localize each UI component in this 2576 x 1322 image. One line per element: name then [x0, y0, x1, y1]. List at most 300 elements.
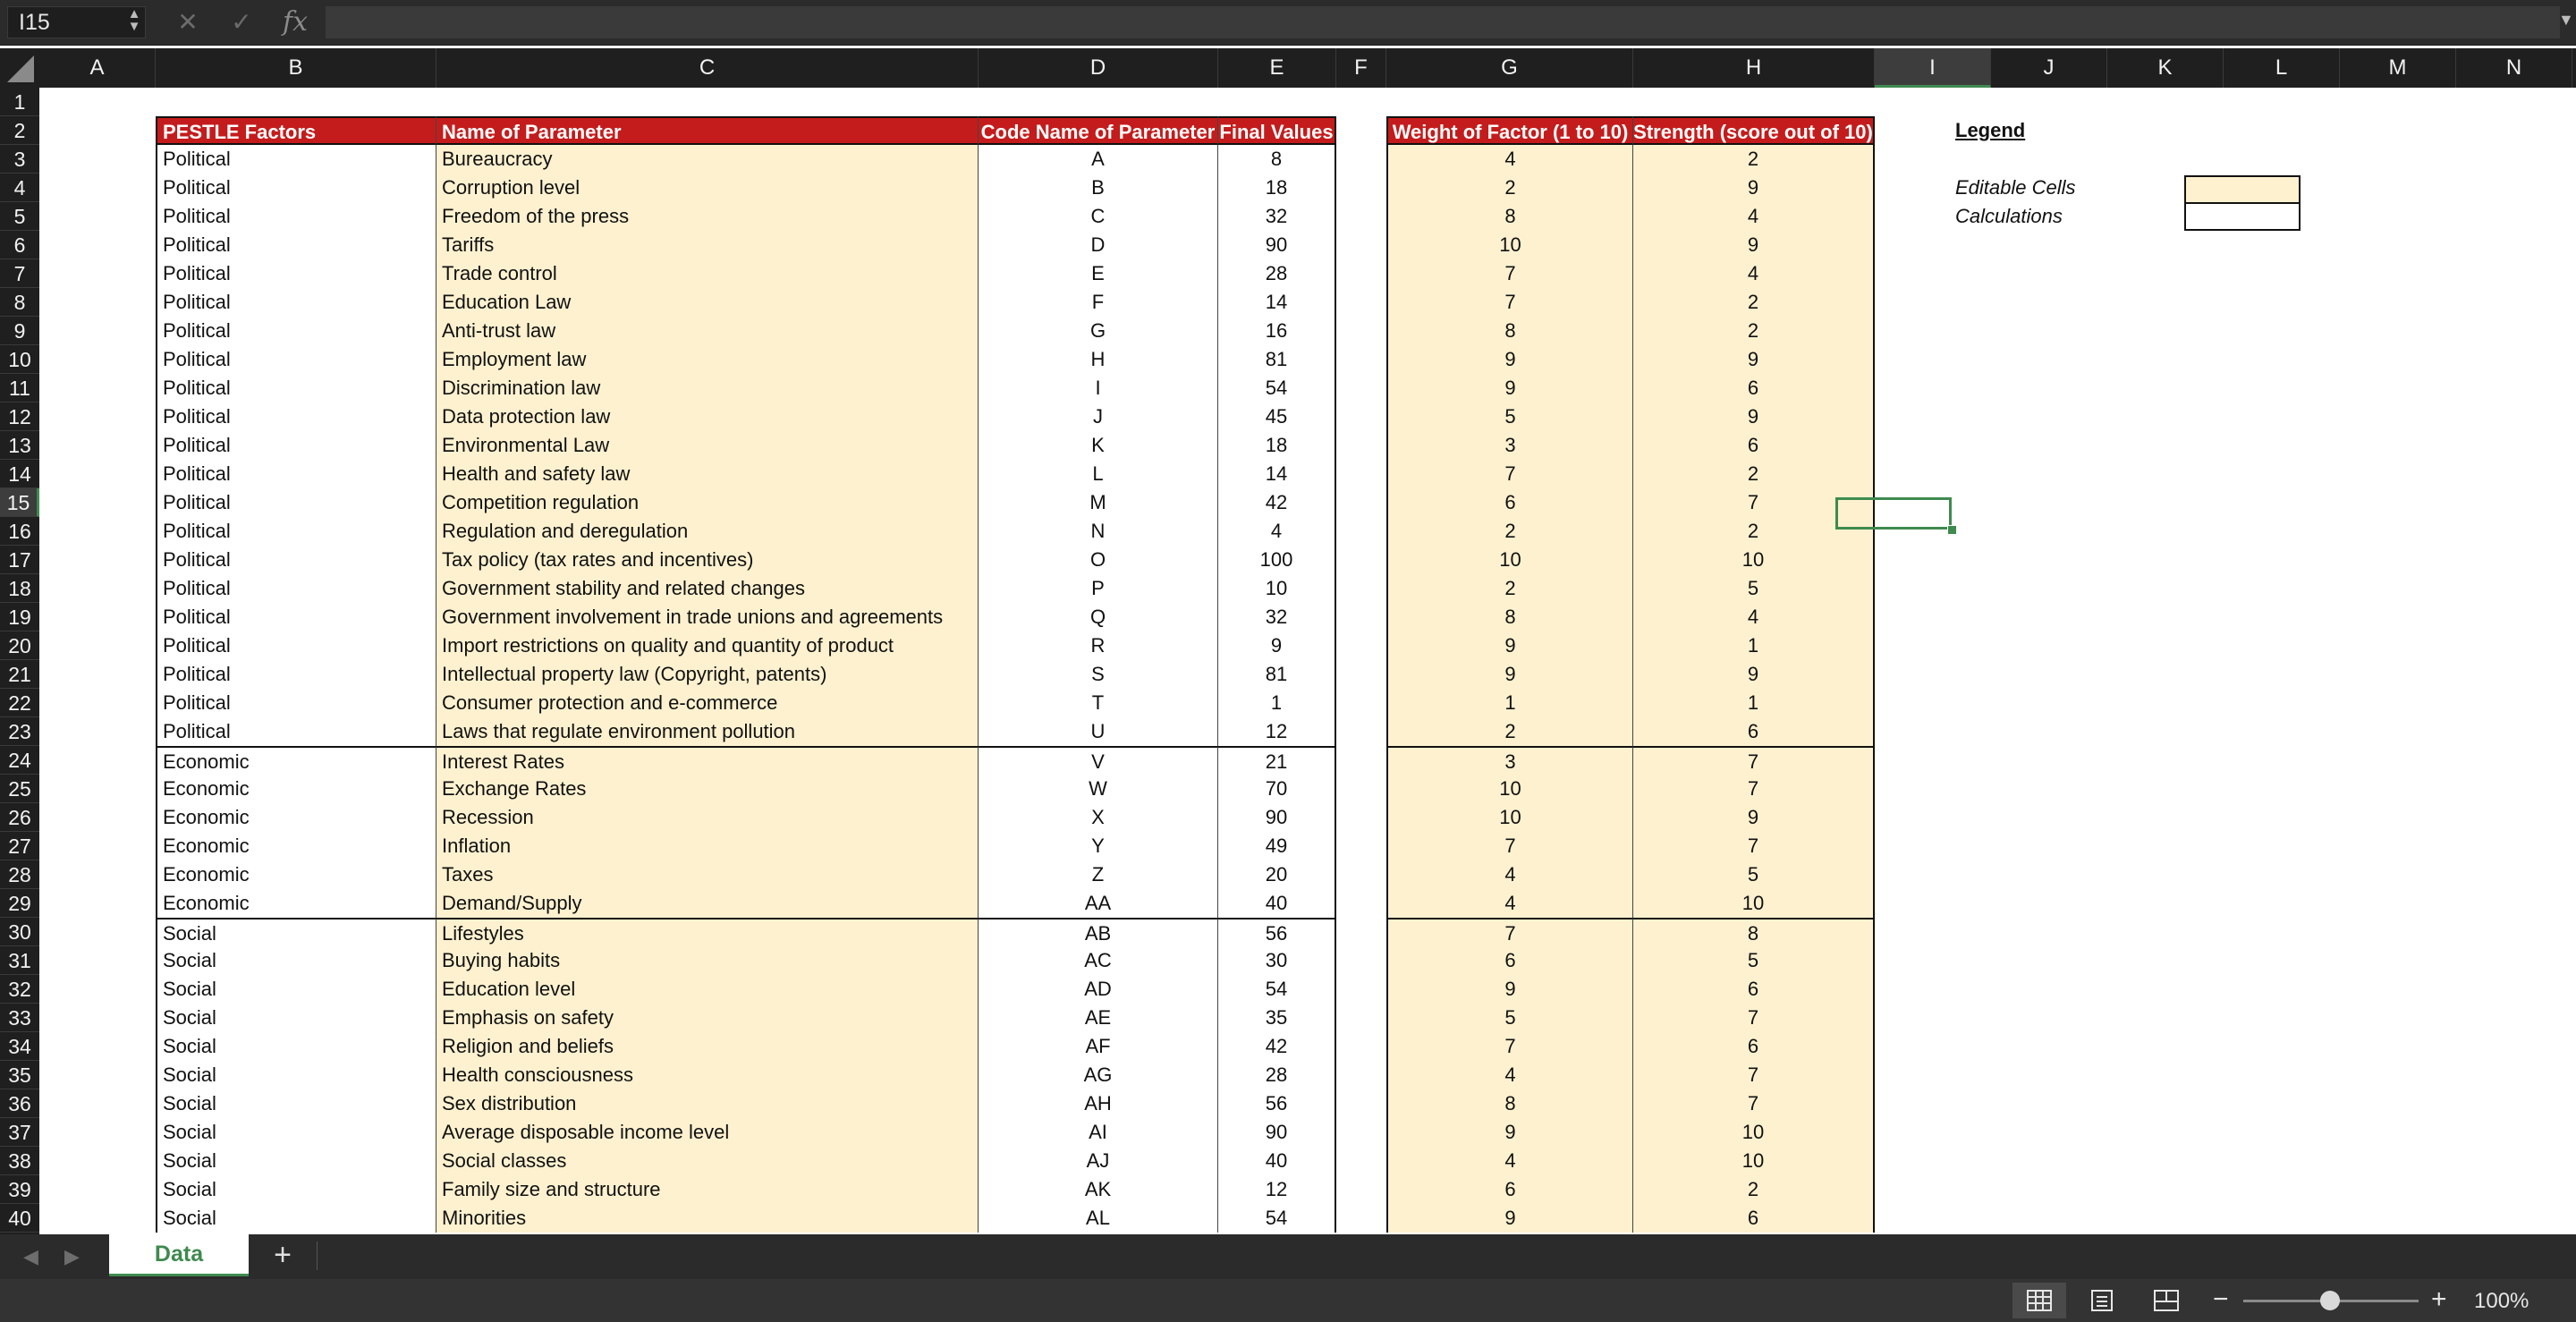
- table-cell[interactable]: Environmental Law: [436, 431, 979, 460]
- legend-swatch-calculations[interactable]: [2184, 202, 2301, 231]
- table-cell[interactable]: 2: [1633, 517, 1875, 546]
- table-cell[interactable]: Social: [156, 1147, 436, 1175]
- normal-view-button[interactable]: [2012, 1283, 2066, 1318]
- table-cell[interactable]: Anti-trust law: [436, 317, 979, 345]
- table-cell[interactable]: 9: [1633, 803, 1875, 832]
- table-cell[interactable]: Political: [156, 231, 436, 259]
- table-cell[interactable]: Bureaucracy: [436, 145, 979, 174]
- table-cell[interactable]: 9: [1386, 374, 1633, 403]
- table-cell[interactable]: Lifestyles: [436, 918, 979, 946]
- table-cell[interactable]: 40: [1218, 889, 1336, 918]
- table-cell[interactable]: 8: [1633, 918, 1875, 946]
- table-cell[interactable]: 9: [1633, 174, 1875, 202]
- table-cell[interactable]: Q: [979, 603, 1218, 631]
- table-cell[interactable]: 6: [1386, 488, 1633, 517]
- table-cell[interactable]: R: [979, 631, 1218, 660]
- scroll-right-icon[interactable]: ▶: [64, 1245, 80, 1267]
- legend-label-calculations[interactable]: Calculations: [1955, 205, 2063, 227]
- table-cell[interactable]: Economic: [156, 832, 436, 860]
- table-cell[interactable]: 28: [1218, 259, 1336, 288]
- table-cell[interactable]: 10: [1633, 1147, 1875, 1175]
- select-all-corner[interactable]: [0, 48, 39, 88]
- table-cell[interactable]: 10: [1633, 889, 1875, 918]
- table-cell[interactable]: 4: [1386, 145, 1633, 174]
- table-cell[interactable]: 7: [1386, 259, 1633, 288]
- table-cell[interactable]: 7: [1386, 1032, 1633, 1061]
- column-header-f[interactable]: F: [1336, 48, 1386, 88]
- table-cell[interactable]: 9: [1386, 345, 1633, 374]
- table-cell[interactable]: Political: [156, 317, 436, 345]
- zoom-out-button[interactable]: −: [2213, 1284, 2229, 1314]
- table-cell[interactable]: 1: [1218, 689, 1336, 717]
- table-cell[interactable]: Social: [156, 1061, 436, 1089]
- row-header-18[interactable]: 18: [0, 574, 39, 603]
- zoom-level[interactable]: 100%: [2474, 1289, 2529, 1313]
- table-cell[interactable]: A: [979, 145, 1218, 174]
- table-cell[interactable]: 6: [1633, 717, 1875, 746]
- table-cell[interactable]: Import restrictions on quality and quantity of product: [436, 631, 979, 660]
- table-cell[interactable]: 8: [1218, 145, 1336, 174]
- table-cell[interactable]: 10: [1386, 546, 1633, 574]
- table-cell[interactable]: Competition regulation: [436, 488, 979, 517]
- table-cell[interactable]: I: [979, 374, 1218, 403]
- table-cell[interactable]: Tariffs: [436, 231, 979, 259]
- table-cell[interactable]: Political: [156, 574, 436, 603]
- table-cell[interactable]: K: [979, 431, 1218, 460]
- table-cell[interactable]: 6: [1633, 975, 1875, 1004]
- row-header-39[interactable]: 39: [0, 1175, 39, 1204]
- table-cell[interactable]: Political: [156, 660, 436, 689]
- table-cell[interactable]: AF: [979, 1032, 1218, 1061]
- sheet-tab-data[interactable]: Data: [109, 1234, 249, 1276]
- table-cell[interactable]: S: [979, 660, 1218, 689]
- table-cell[interactable]: Health consciousness: [436, 1061, 979, 1089]
- table-cell[interactable]: Average disposable income level: [436, 1118, 979, 1147]
- table-cell[interactable]: 9: [1218, 631, 1336, 660]
- table-cell[interactable]: Social: [156, 1175, 436, 1204]
- fill-handle[interactable]: [1947, 525, 1957, 535]
- table-cell[interactable]: 18: [1218, 174, 1336, 202]
- row-header-35[interactable]: 35: [0, 1061, 39, 1089]
- table-cell[interactable]: AJ: [979, 1147, 1218, 1175]
- table-cell[interactable]: N: [979, 517, 1218, 546]
- table-cell[interactable]: Political: [156, 374, 436, 403]
- table-cell[interactable]: 10: [1218, 574, 1336, 603]
- table-cell[interactable]: Political: [156, 488, 436, 517]
- scroll-left-icon[interactable]: ◀: [23, 1245, 38, 1267]
- row-header-11[interactable]: 11: [0, 374, 39, 403]
- table-cell[interactable]: 6: [1386, 1175, 1633, 1204]
- chevron-down-icon[interactable]: ▼: [2558, 11, 2574, 29]
- table-cell[interactable]: 10: [1386, 231, 1633, 259]
- table-cell[interactable]: 16: [1218, 317, 1336, 345]
- table-cell[interactable]: Education Law: [436, 288, 979, 317]
- column-header-k[interactable]: K: [2107, 48, 2224, 88]
- table-cell[interactable]: Data protection law: [436, 403, 979, 431]
- table-cell[interactable]: 4: [1633, 259, 1875, 288]
- row-header-21[interactable]: 21: [0, 660, 39, 689]
- table-cell[interactable]: 90: [1218, 1118, 1336, 1147]
- table-cell[interactable]: G: [979, 317, 1218, 345]
- table-cell[interactable]: 5: [1633, 946, 1875, 975]
- row-header-2[interactable]: 2: [0, 116, 39, 145]
- row-header-28[interactable]: 28: [0, 860, 39, 889]
- table-cell[interactable]: AL: [979, 1204, 1218, 1233]
- table-cell[interactable]: 54: [1218, 1204, 1336, 1233]
- table-cell[interactable]: H: [979, 345, 1218, 374]
- table-cell[interactable]: Political: [156, 460, 436, 488]
- table-cell[interactable]: 21: [1218, 746, 1336, 775]
- column-header-b[interactable]: B: [156, 48, 436, 88]
- table-cell[interactable]: AC: [979, 946, 1218, 975]
- table-cell[interactable]: 10: [1386, 803, 1633, 832]
- column-header-a[interactable]: A: [39, 48, 156, 88]
- table-cell[interactable]: C: [979, 202, 1218, 231]
- row-header-4[interactable]: 4: [0, 174, 39, 202]
- table-cell[interactable]: 4: [1386, 889, 1633, 918]
- table-cell[interactable]: Social: [156, 975, 436, 1004]
- table-cell[interactable]: AH: [979, 1089, 1218, 1118]
- table-cell[interactable]: J: [979, 403, 1218, 431]
- table-cell[interactable]: Regulation and deregulation: [436, 517, 979, 546]
- table-header-cell[interactable]: Final Values: [1218, 116, 1336, 145]
- table-cell[interactable]: Corruption level: [436, 174, 979, 202]
- table-cell[interactable]: 70: [1218, 775, 1336, 803]
- table-cell[interactable]: Political: [156, 546, 436, 574]
- row-header-7[interactable]: 7: [0, 259, 39, 288]
- table-cell[interactable]: Buying habits: [436, 946, 979, 975]
- table-cell[interactable]: Inflation: [436, 832, 979, 860]
- table-cell[interactable]: Discrimination law: [436, 374, 979, 403]
- zoom-slider-thumb[interactable]: [2320, 1291, 2340, 1310]
- table-cell[interactable]: 7: [1386, 918, 1633, 946]
- table-cell[interactable]: 4: [1386, 1061, 1633, 1089]
- table-cell[interactable]: Interest Rates: [436, 746, 979, 775]
- table-cell[interactable]: AE: [979, 1004, 1218, 1032]
- table-cell[interactable]: Minorities: [436, 1204, 979, 1233]
- column-header-n[interactable]: N: [2456, 48, 2572, 88]
- table-cell[interactable]: Sex distribution: [436, 1089, 979, 1118]
- table-cell[interactable]: Y: [979, 832, 1218, 860]
- row-header-31[interactable]: 31: [0, 946, 39, 975]
- table-cell[interactable]: Political: [156, 431, 436, 460]
- table-cell[interactable]: Employment law: [436, 345, 979, 374]
- table-cell[interactable]: 2: [1633, 317, 1875, 345]
- table-cell[interactable]: Political: [156, 202, 436, 231]
- table-cell[interactable]: Z: [979, 860, 1218, 889]
- table-cell[interactable]: 14: [1218, 288, 1336, 317]
- table-cell[interactable]: 81: [1218, 660, 1336, 689]
- table-cell[interactable]: Government involvement in trade unions and agreements: [436, 603, 979, 631]
- row-header-27[interactable]: 27: [0, 832, 39, 860]
- table-cell[interactable]: Taxes: [436, 860, 979, 889]
- table-header-cell[interactable]: Code Name of Parameter: [979, 116, 1218, 145]
- table-cell[interactable]: 5: [1386, 403, 1633, 431]
- row-header-1[interactable]: 1: [0, 88, 39, 116]
- table-header-cell[interactable]: Strength (score out of 10): [1633, 116, 1875, 145]
- table-cell[interactable]: X: [979, 803, 1218, 832]
- table-cell[interactable]: 7: [1633, 832, 1875, 860]
- table-cell[interactable]: 5: [1386, 1004, 1633, 1032]
- table-header-cell[interactable]: Name of Parameter: [436, 116, 979, 145]
- table-cell[interactable]: Consumer protection and e-commerce: [436, 689, 979, 717]
- row-header-5[interactable]: 5: [0, 202, 39, 231]
- row-header-6[interactable]: 6: [0, 231, 39, 259]
- table-cell[interactable]: AG: [979, 1061, 1218, 1089]
- chevron-down-icon[interactable]: ▼: [127, 19, 141, 34]
- row-header-14[interactable]: 14: [0, 460, 39, 488]
- table-cell[interactable]: Social: [156, 1204, 436, 1233]
- column-header-d[interactable]: D: [979, 48, 1218, 88]
- table-cell[interactable]: 3: [1386, 746, 1633, 775]
- row-header-29[interactable]: 29: [0, 889, 39, 918]
- row-header-10[interactable]: 10: [0, 345, 39, 374]
- table-cell[interactable]: 35: [1218, 1004, 1336, 1032]
- formula-input[interactable]: [326, 6, 2560, 38]
- table-cell[interactable]: 14: [1218, 460, 1336, 488]
- function-icon[interactable]: fx: [282, 6, 309, 38]
- table-cell[interactable]: 32: [1218, 603, 1336, 631]
- column-header-m[interactable]: M: [2340, 48, 2456, 88]
- table-cell[interactable]: 28: [1218, 1061, 1336, 1089]
- table-cell[interactable]: Health and safety law: [436, 460, 979, 488]
- page-layout-view-button[interactable]: [2075, 1283, 2129, 1318]
- table-cell[interactable]: 56: [1218, 918, 1336, 946]
- table-cell[interactable]: 100: [1218, 546, 1336, 574]
- row-header-15[interactable]: 15: [0, 488, 39, 517]
- table-cell[interactable]: 9: [1386, 660, 1633, 689]
- table-cell[interactable]: AI: [979, 1118, 1218, 1147]
- table-cell[interactable]: 9: [1386, 1204, 1633, 1233]
- page-break-view-button[interactable]: [2140, 1283, 2193, 1318]
- column-header-i[interactable]: I: [1875, 48, 1991, 88]
- table-cell[interactable]: 54: [1218, 374, 1336, 403]
- table-cell[interactable]: 9: [1633, 345, 1875, 374]
- row-header-22[interactable]: 22: [0, 689, 39, 717]
- table-cell[interactable]: Family size and structure: [436, 1175, 979, 1204]
- table-cell[interactable]: W: [979, 775, 1218, 803]
- table-cell[interactable]: 30: [1218, 946, 1336, 975]
- table-cell[interactable]: 7: [1386, 832, 1633, 860]
- table-cell[interactable]: 42: [1218, 488, 1336, 517]
- table-cell[interactable]: 4: [1633, 603, 1875, 631]
- row-header-36[interactable]: 36: [0, 1089, 39, 1118]
- table-cell[interactable]: 9: [1386, 975, 1633, 1004]
- table-cell[interactable]: 6: [1633, 1204, 1875, 1233]
- row-header-30[interactable]: 30: [0, 918, 39, 946]
- table-cell[interactable]: P: [979, 574, 1218, 603]
- table-cell[interactable]: Political: [156, 345, 436, 374]
- table-header-cell[interactable]: Weight of Factor (1 to 10): [1386, 116, 1633, 145]
- table-cell[interactable]: Economic: [156, 775, 436, 803]
- table-cell[interactable]: 3: [1386, 431, 1633, 460]
- table-cell[interactable]: 7: [1633, 1004, 1875, 1032]
- table-cell[interactable]: AA: [979, 889, 1218, 918]
- table-cell[interactable]: L: [979, 460, 1218, 488]
- table-cell[interactable]: Political: [156, 288, 436, 317]
- table-cell[interactable]: 90: [1218, 803, 1336, 832]
- table-cell[interactable]: Economic: [156, 803, 436, 832]
- name-box-stepper[interactable]: [125, 8, 143, 37]
- table-cell[interactable]: 81: [1218, 345, 1336, 374]
- table-cell[interactable]: D: [979, 231, 1218, 259]
- table-cell[interactable]: 90: [1218, 231, 1336, 259]
- table-cell[interactable]: 9: [1633, 660, 1875, 689]
- row-header-17[interactable]: 17: [0, 546, 39, 574]
- table-cell[interactable]: 8: [1386, 1089, 1633, 1118]
- table-cell[interactable]: 7: [1633, 746, 1875, 775]
- table-cell[interactable]: Education level: [436, 975, 979, 1004]
- table-cell[interactable]: 4: [1633, 202, 1875, 231]
- row-header-40[interactable]: 40: [0, 1204, 39, 1233]
- row-header-9[interactable]: 9: [0, 317, 39, 345]
- table-cell[interactable]: Political: [156, 517, 436, 546]
- table-cell[interactable]: 12: [1218, 1175, 1336, 1204]
- row-header-8[interactable]: 8: [0, 288, 39, 317]
- table-cell[interactable]: Political: [156, 717, 436, 746]
- table-cell[interactable]: 2: [1633, 288, 1875, 317]
- table-cell[interactable]: Social: [156, 918, 436, 946]
- table-cell[interactable]: 1: [1386, 689, 1633, 717]
- table-cell[interactable]: Social: [156, 946, 436, 975]
- table-cell[interactable]: 12: [1218, 717, 1336, 746]
- column-header-c[interactable]: C: [436, 48, 979, 88]
- table-cell[interactable]: 2: [1386, 717, 1633, 746]
- add-sheet-button[interactable]: +: [274, 1238, 292, 1272]
- row-header-23[interactable]: 23: [0, 717, 39, 746]
- table-cell[interactable]: 42: [1218, 1032, 1336, 1061]
- table-cell[interactable]: Political: [156, 603, 436, 631]
- row-header-34[interactable]: 34: [0, 1032, 39, 1061]
- table-cell[interactable]: 9: [1386, 631, 1633, 660]
- table-cell[interactable]: M: [979, 488, 1218, 517]
- table-cell[interactable]: 9: [1386, 1118, 1633, 1147]
- table-cell[interactable]: 54: [1218, 975, 1336, 1004]
- table-cell[interactable]: 7: [1633, 775, 1875, 803]
- table-cell[interactable]: F: [979, 288, 1218, 317]
- row-header-20[interactable]: 20: [0, 631, 39, 660]
- table-cell[interactable]: 5: [1633, 574, 1875, 603]
- row-header-25[interactable]: 25: [0, 775, 39, 803]
- row-header-24[interactable]: 24: [0, 746, 39, 775]
- table-cell[interactable]: Recession: [436, 803, 979, 832]
- table-cell[interactable]: 6: [1633, 374, 1875, 403]
- table-cell[interactable]: 2: [1633, 460, 1875, 488]
- column-header-g[interactable]: G: [1386, 48, 1633, 88]
- table-cell[interactable]: B: [979, 174, 1218, 202]
- table-cell[interactable]: Social: [156, 1118, 436, 1147]
- table-cell[interactable]: 8: [1386, 603, 1633, 631]
- table-cell[interactable]: Religion and beliefs: [436, 1032, 979, 1061]
- table-cell[interactable]: 7: [1633, 1089, 1875, 1118]
- table-cell[interactable]: 6: [1633, 431, 1875, 460]
- table-cell[interactable]: 2: [1633, 145, 1875, 174]
- table-cell[interactable]: Political: [156, 174, 436, 202]
- table-cell[interactable]: Emphasis on safety: [436, 1004, 979, 1032]
- table-cell[interactable]: 40: [1218, 1147, 1336, 1175]
- table-cell[interactable]: Economic: [156, 860, 436, 889]
- table-cell[interactable]: Political: [156, 631, 436, 660]
- table-cell[interactable]: O: [979, 546, 1218, 574]
- row-header-37[interactable]: 37: [0, 1118, 39, 1147]
- column-header-e[interactable]: E: [1218, 48, 1336, 88]
- table-cell[interactable]: Economic: [156, 889, 436, 918]
- table-cell[interactable]: 20: [1218, 860, 1336, 889]
- row-header-3[interactable]: 3: [0, 145, 39, 174]
- table-cell[interactable]: 4: [1218, 517, 1336, 546]
- table-cell[interactable]: 56: [1218, 1089, 1336, 1118]
- table-cell[interactable]: 6: [1633, 1032, 1875, 1061]
- table-cell[interactable]: 32: [1218, 202, 1336, 231]
- legend-swatch-editable[interactable]: [2184, 175, 2301, 204]
- table-cell[interactable]: Economic: [156, 746, 436, 775]
- table-cell[interactable]: T: [979, 689, 1218, 717]
- table-cell[interactable]: 4: [1386, 1147, 1633, 1175]
- table-cell[interactable]: 10: [1633, 1118, 1875, 1147]
- row-header-16[interactable]: 16: [0, 517, 39, 546]
- legend-label-editable[interactable]: Editable Cells: [1955, 176, 2076, 199]
- table-cell[interactable]: 2: [1386, 574, 1633, 603]
- table-cell[interactable]: Social classes: [436, 1147, 979, 1175]
- table-cell[interactable]: 8: [1386, 317, 1633, 345]
- row-header-33[interactable]: 33: [0, 1004, 39, 1032]
- table-header-cell[interactable]: PESTLE Factors: [156, 116, 436, 145]
- check-icon[interactable]: ✓: [231, 8, 252, 36]
- table-cell[interactable]: 9: [1633, 231, 1875, 259]
- zoom-in-button[interactable]: +: [2431, 1284, 2447, 1314]
- legend-title[interactable]: Legend: [1955, 119, 2026, 141]
- table-cell[interactable]: 9: [1633, 403, 1875, 431]
- table-cell[interactable]: 7: [1386, 460, 1633, 488]
- table-cell[interactable]: Social: [156, 1004, 436, 1032]
- table-cell[interactable]: Political: [156, 689, 436, 717]
- close-icon[interactable]: ✕: [177, 8, 199, 36]
- table-cell[interactable]: Government stability and related changes: [436, 574, 979, 603]
- table-cell[interactable]: Intellectual property law (Copyright, patents): [436, 660, 979, 689]
- table-cell[interactable]: Political: [156, 403, 436, 431]
- selected-cell[interactable]: [1835, 497, 1952, 530]
- table-cell[interactable]: Demand/Supply: [436, 889, 979, 918]
- table-cell[interactable]: 1: [1633, 631, 1875, 660]
- table-cell[interactable]: E: [979, 259, 1218, 288]
- table-cell[interactable]: Exchange Rates: [436, 775, 979, 803]
- name-box[interactable]: I15: [7, 6, 146, 38]
- table-cell[interactable]: 2: [1386, 517, 1633, 546]
- table-cell[interactable]: 6: [1386, 946, 1633, 975]
- table-cell[interactable]: 2: [1386, 174, 1633, 202]
- table-cell[interactable]: 49: [1218, 832, 1336, 860]
- table-cell[interactable]: 10: [1386, 775, 1633, 803]
- row-header-13[interactable]: 13: [0, 431, 39, 460]
- table-cell[interactable]: Social: [156, 1032, 436, 1061]
- column-header-h[interactable]: H: [1633, 48, 1875, 88]
- row-header-26[interactable]: 26: [0, 803, 39, 832]
- row-header-38[interactable]: 38: [0, 1147, 39, 1175]
- table-cell[interactable]: 7: [1633, 488, 1875, 517]
- table-cell[interactable]: 18: [1218, 431, 1336, 460]
- column-header-j[interactable]: J: [1991, 48, 2107, 88]
- table-cell[interactable]: Tax policy (tax rates and incentives): [436, 546, 979, 574]
- table-cell[interactable]: AK: [979, 1175, 1218, 1204]
- table-cell[interactable]: 7: [1633, 1061, 1875, 1089]
- table-cell[interactable]: 5: [1633, 860, 1875, 889]
- table-cell[interactable]: AD: [979, 975, 1218, 1004]
- table-cell[interactable]: 4: [1386, 860, 1633, 889]
- table-cell[interactable]: 10: [1633, 546, 1875, 574]
- row-header-12[interactable]: 12: [0, 403, 39, 431]
- table-cell[interactable]: Political: [156, 259, 436, 288]
- table-cell[interactable]: AB: [979, 918, 1218, 946]
